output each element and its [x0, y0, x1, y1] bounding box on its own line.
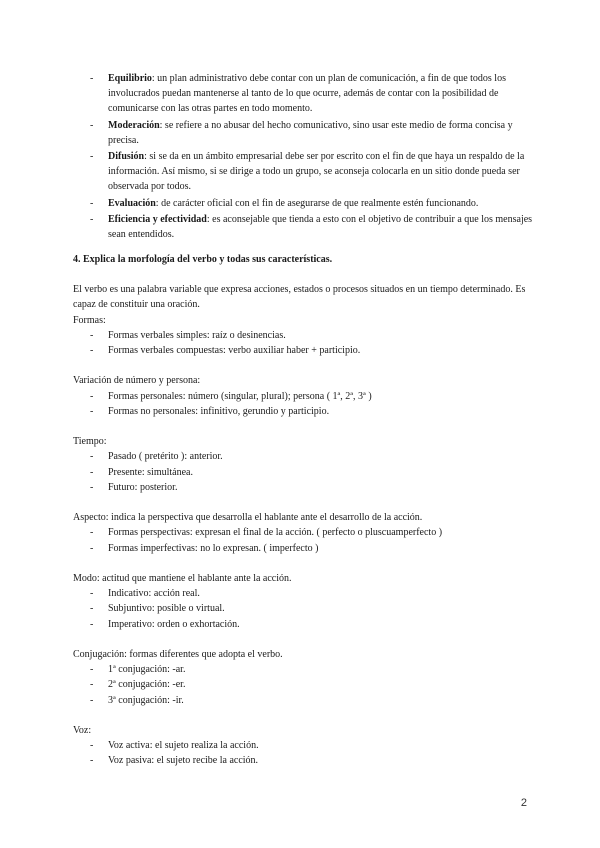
- list-item-term: Equilibrio: [108, 73, 152, 84]
- list-item: - Imperativo: orden o exhortación.: [73, 617, 533, 632]
- principles-list: [73, 71, 533, 242]
- list-item-text: : si se da en un ámbito empresarial debe ser por escrito con el fin de que haya un respaldo de la información. Así mismo, si se dirige a todo un grupo, se aconseja colocarla en un sitio donde pueda ser observada por todos.: [108, 151, 525, 193]
- list-item: [73, 71, 533, 117]
- list-item: - Voz activa: el sujeto realiza la acción.: [73, 738, 533, 753]
- variacion-list: [73, 389, 533, 419]
- list-item-term: Difusión: [108, 151, 145, 163]
- section-heading: 4. Explica la morfología del verbo y todas sus características.: [73, 254, 333, 266]
- list-item: - Voz pasiva: el sujeto recibe la acción.: [73, 753, 533, 768]
- list-item: - 2ª conjugación: -er.: [73, 677, 533, 692]
- list-item-text: : se refiere a no abusar del hecho comunicativo, sino usar este medio de forma concisa y precisa.: [108, 119, 513, 146]
- list-item: [73, 149, 533, 195]
- list-item: - 3ª conjugación: -ir.: [73, 693, 533, 708]
- list-item-term: Moderación: [108, 119, 160, 131]
- list-item: - Formas imperfectivas: no lo expresan. ( imperfecto ): [73, 541, 533, 556]
- modo-list: [73, 586, 533, 632]
- modo-label: Modo: actitud que mantiene el hablante ante la acción.: [73, 573, 292, 585]
- tiempo-label: Tiempo:: [73, 436, 107, 448]
- voz-label: Voz:: [73, 725, 92, 737]
- list-item-term: Evaluación: [108, 197, 156, 209]
- list-item: - Presente: simultánea.: [73, 465, 533, 480]
- list-item: - Indicativo: acción real.: [73, 586, 533, 601]
- conjugacion-list: [73, 662, 533, 708]
- list-item-text: : de carácter oficial con el fin de asegurarse de que realmente estén funcionando.: [155, 197, 479, 209]
- variacion-label: Variación de número y persona:: [73, 375, 201, 387]
- list-item: [73, 118, 533, 148]
- aspecto-label: Aspecto: indica la perspectiva que desarrolla el hablante ante el desarrollo de la acción.: [73, 512, 423, 524]
- formas-label: Formas:: [73, 314, 106, 326]
- list-item-term: Eficiencia y efectividad: [108, 213, 207, 225]
- list-item: - Formas verbales compuestas: verbo auxiliar haber + participio.: [73, 343, 533, 358]
- list-item: - Formas personales: número (singular, plural); persona ( 1ª, 2ª, 3ª ): [73, 389, 533, 404]
- list-item: [73, 212, 533, 242]
- list-item-text: : es aconsejable que tienda a esto con el objetivo de contribuir a que los mensajes sean entendidos.: [108, 213, 533, 241]
- list-item-text: : un plan administrativo debe contar con un plan de comunicación, a fin de que todos los involucrados puedan mantenerse al tanto de lo que ocurre, además de contar con la posibilidad de comunicarse con las otras partes en todo momento.: [108, 73, 506, 115]
- list-item: [73, 196, 533, 211]
- list-item: - Formas no personales: infinitivo, gerundio y participio.: [73, 404, 533, 419]
- aspecto-list: [73, 525, 533, 555]
- list-item: - Futuro: posterior.: [73, 480, 533, 495]
- list-item: - Formas verbales simples: raíz o desinencias.: [73, 328, 533, 343]
- page-number: 2: [520, 797, 527, 809]
- list-item: - Subjuntivo: posible o virtual.: [73, 601, 533, 616]
- page-content: [73, 71, 533, 769]
- formas-list: [73, 328, 533, 358]
- tiempo-list: [73, 449, 533, 495]
- intro-paragraph: El verbo es una palabra variable que expresa acciones, estados o procesos situados en un tiempo determinado. Es capaz de constituir una oración.: [73, 284, 526, 311]
- list-item: - 1ª conjugación: -ar.: [73, 662, 533, 677]
- voz-list: [73, 738, 533, 768]
- conjugacion-label: Conjugación: formas diferentes que adopta el verbo.: [73, 649, 283, 661]
- list-item: - Formas perspectivas: expresan el final de la acción. ( perfecto o pluscuamperfecto ): [73, 525, 533, 540]
- list-item: - Pasado ( pretérito ): anterior.: [73, 449, 533, 464]
